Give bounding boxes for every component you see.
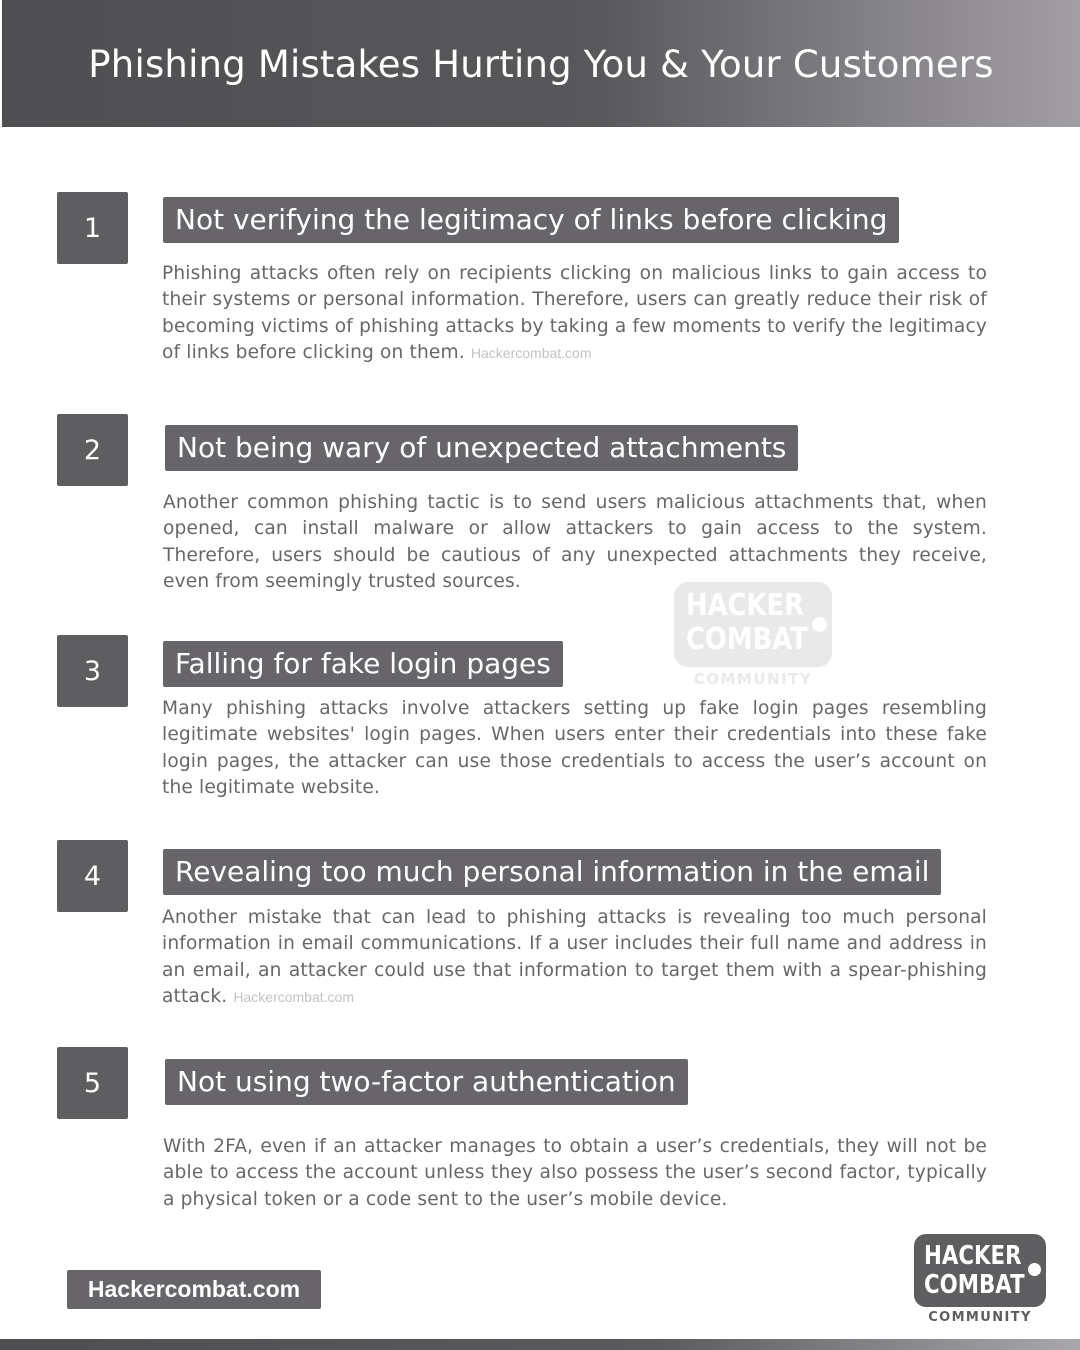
item-body-1 [162,261,987,366]
item-heading-2: Not being wary of unexpected attachments [165,425,798,471]
item-heading-3: Falling for fake login pages [163,641,563,687]
watermark-logo-line1: HACKER [686,588,804,623]
logo-dot [1028,1263,1041,1276]
logo-line1: HACKER [924,1241,1022,1271]
item-number-2: 2 [57,414,128,486]
item-number-5: 5 [57,1047,128,1119]
watermark-logo-sub: COMMUNITY [693,670,813,688]
item-heading-1: Not verifying the legitimacy of links before clicking [163,197,899,243]
item-body-text-3: Many phishing attacks involve attackers setting up fake login pages resembling legitimate websites' login pages. When users enter their credentials into these fake login pages, the attacker can use those credentials to access the user’s account on the legitimate website. [162,698,987,798]
item-body-text-5: With 2FA, even if an attacker manages to obtain a user’s credentials, they will not be able to access the account unless they also possess the user’s second factor, typically a physical token or a code sent to the user’s mobile device. [163,1136,987,1210]
hackercombat-logo [912,1234,1048,1330]
inline-watermark-4: Hackercombat.com [233,988,354,1005]
item-body-text-4: Another mistake that can lead to phishing attacks is revealing too much personal information in email communications. If a user includes their full name and address in an email, an attacker could use that information to target them with a spear-phishing attack. [162,907,987,1007]
header-banner [2,0,1080,127]
item-number-3: 3 [57,635,128,707]
logo-line2: COMBAT [924,1270,1025,1300]
page-title: Phishing Mistakes Hurting You & Your Customers [88,43,994,86]
watermark-logo [672,582,834,690]
item-number-1: 1 [57,192,128,264]
item-body-text-2: Another common phishing tactic is to send users malicious attachments that, when opened, can install malware or allow attackers to gain access to the system. Therefore, users should be cautious of any unexpected attachments they receive, even from seemingly trusted sources. [163,492,987,592]
item-body-5 [163,1134,987,1213]
inline-watermark-1: Hackercombat.com [470,344,592,361]
item-body-2 [163,490,987,595]
bottom-bar [0,1339,1080,1350]
footer-site-badge: Hackercombat.com [67,1270,321,1309]
watermark-logo-line2: COMBAT [686,622,808,657]
logo-sub: COMMUNITY [928,1310,1032,1325]
item-body-4 [162,905,987,1010]
item-body-text-1: Phishing attacks often rely on recipients clicking on malicious links to gain access to their systems or personal information. Therefore, users can greatly reduce their risk of becoming victims of phishing attacks by taking a few moments to verify the legitimacy of links before clicking on them. [162,263,987,363]
watermark-logo-dot [812,617,827,632]
item-number-4: 4 [57,840,128,912]
item-heading-4: Revealing too much personal information in the email [163,849,941,895]
item-heading-5: Not using two-factor authentication [165,1059,688,1105]
item-body-3 [162,696,987,801]
